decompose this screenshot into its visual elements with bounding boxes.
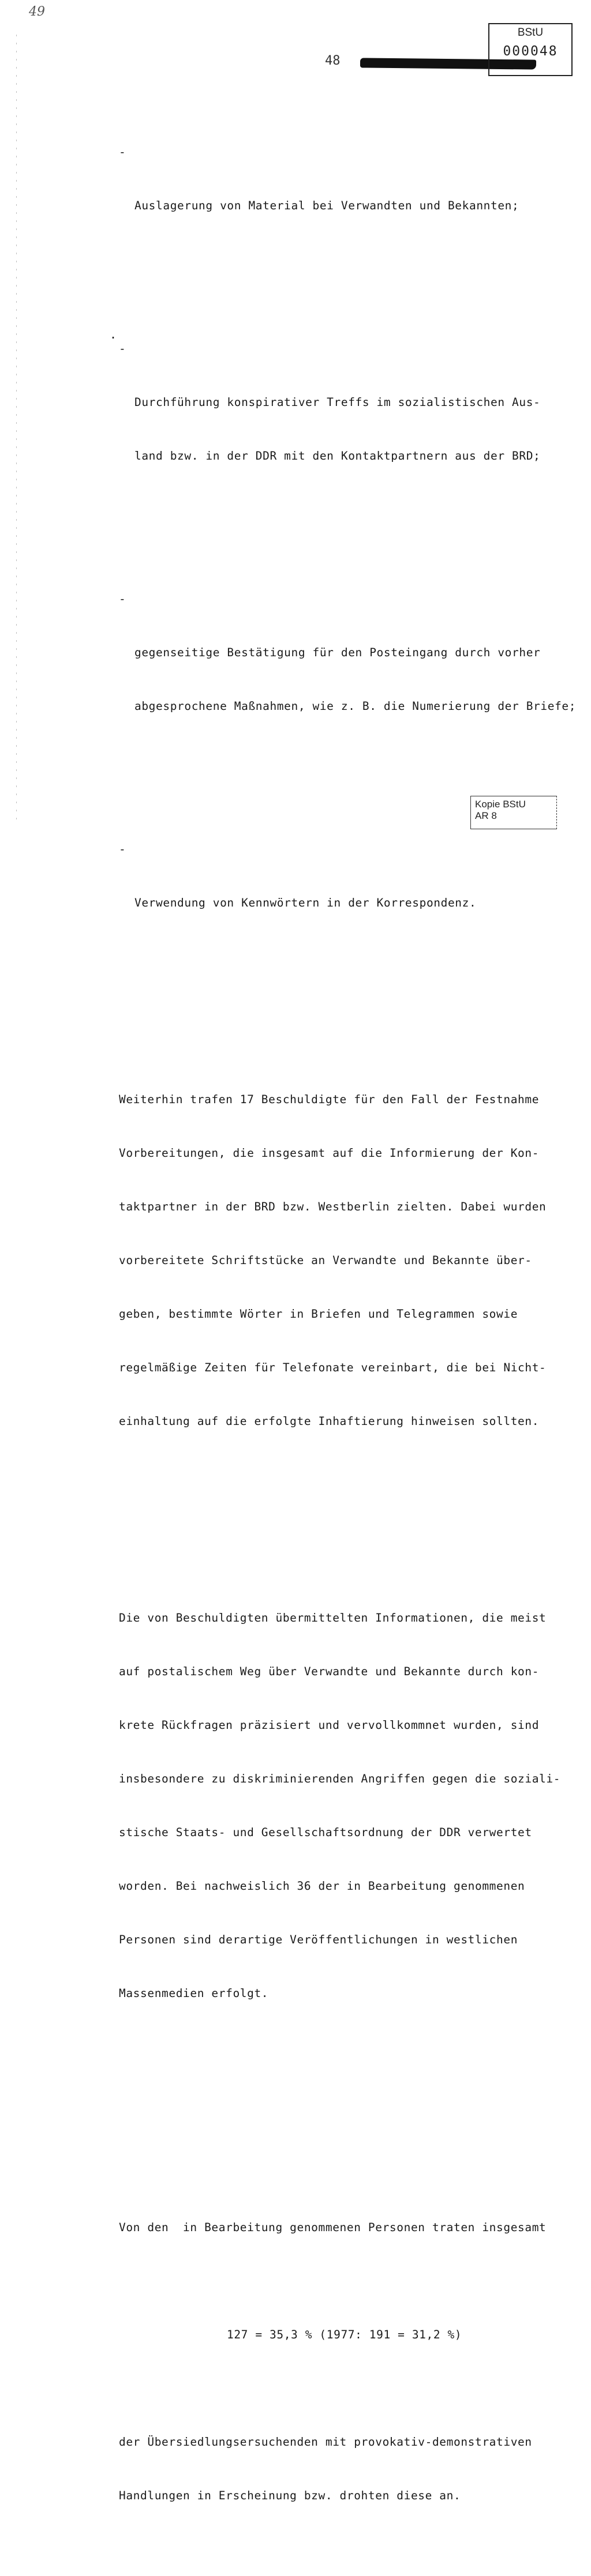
margin-speckle-line: [16, 35, 17, 825]
handwritten-page-number: 49: [29, 5, 45, 19]
text-line: einhaltung auf die erfolgte Inhaftierung hinweisen sollten.: [119, 1415, 540, 1428]
bullet-dash: -: [119, 592, 126, 606]
bullet-item: [119, 840, 575, 947]
bullet-item: [119, 143, 575, 250]
bullet-item: [119, 590, 575, 751]
text-line: insbesondere zu diskriminierenden Angriffen gegen die soziali-: [119, 1772, 561, 1785]
text-line: der Übersiedlungsersuchenden mit provokativ-demonstrativen: [119, 2435, 532, 2449]
bullet-line: land bzw. in der DDR mit den Kontaktpartnern aus der BRD;: [134, 449, 541, 462]
document-body: [119, 107, 575, 2576]
text-line: stische Staats- und Gesellschaftsordnung der DDR verwertet: [119, 1826, 532, 1839]
paragraph-festnahme: [119, 1055, 575, 1466]
copy-stamp-line: Kopie BStU: [475, 799, 526, 810]
text-line: Von den in Bearbeitung genommenen Personen traten insgesamt: [119, 2221, 547, 2234]
bullet-line: abgesprochene Maßnahmen, wie z. B. die Numerierung der Briefe;: [134, 700, 577, 713]
bullet-dash: -: [119, 145, 126, 159]
text-line: regelmäßige Zeiten für Telefonate vereinbart, die bei Nicht-: [119, 1361, 547, 1374]
paragraph-informationen: [119, 1573, 575, 2038]
stray-mark: .: [110, 328, 117, 341]
copy-stamp: [470, 796, 557, 829]
archive-stamp: [488, 23, 573, 76]
text-line: worden. Bei nachweislich 36 der in Bearbeitung genommenen: [119, 1879, 525, 1893]
text-line: vorbereitete Schriftstücke an Verwandte und Bekannte über-: [119, 1254, 532, 1267]
text-line: Die von Beschuldigten übermittelten Informationen, die meist: [119, 1611, 547, 1624]
bullet-line: gegenseitige Bestätigung für den Posteingang durch vorher: [134, 646, 541, 659]
bullet-dash: -: [119, 843, 126, 856]
bullet-dash: -: [119, 342, 126, 355]
stamp-number: 000048: [503, 44, 558, 59]
page-number: 48: [325, 54, 341, 68]
text-line: Vorbereitungen, die insgesamt auf die Informierung der Kon-: [119, 1146, 540, 1160]
text-line: taktpartner in der BRD bzw. Westberlin zielten. Dabei wurden: [119, 1200, 547, 1213]
paragraph-statistik: [119, 2183, 575, 2540]
text-line: Personen sind derartige Veröffentlichungen in westlichen: [119, 1933, 518, 1946]
bullet-line: Verwendung von Kennwörtern in der Korrespondenz.: [134, 896, 477, 909]
copy-stamp-line: AR 8: [475, 810, 497, 821]
text-line: Weiterhin trafen 17 Beschuldigte für den Fall der Festnahme: [119, 1093, 540, 1106]
text-line: Handlungen in Erscheinung bzw. drohten diese an.: [119, 2489, 461, 2502]
text-line: geben, bestimmte Wörter in Briefen und Telegrammen sowie: [119, 1307, 518, 1321]
bullet-line: Durchführung konspirativer Treffs im sozialistischen Aus-: [134, 396, 541, 409]
text-line: Massenmedien erfolgt.: [119, 1987, 269, 2000]
text-line: krete Rückfragen präzisiert und vervollkommnet wurden, sind: [119, 1718, 540, 1732]
stamp-org: BStU: [517, 27, 544, 39]
bullet-line: Auslagerung von Material bei Verwandten und Bekannten;: [134, 199, 519, 212]
bullet-item: [119, 340, 575, 501]
text-line: auf postalischem Weg über Verwandte und Bekannte durch kon-: [119, 1665, 540, 1678]
statistics-formula: 127 = 35,3 % (1977: 191 = 31,2 %): [227, 2328, 462, 2341]
